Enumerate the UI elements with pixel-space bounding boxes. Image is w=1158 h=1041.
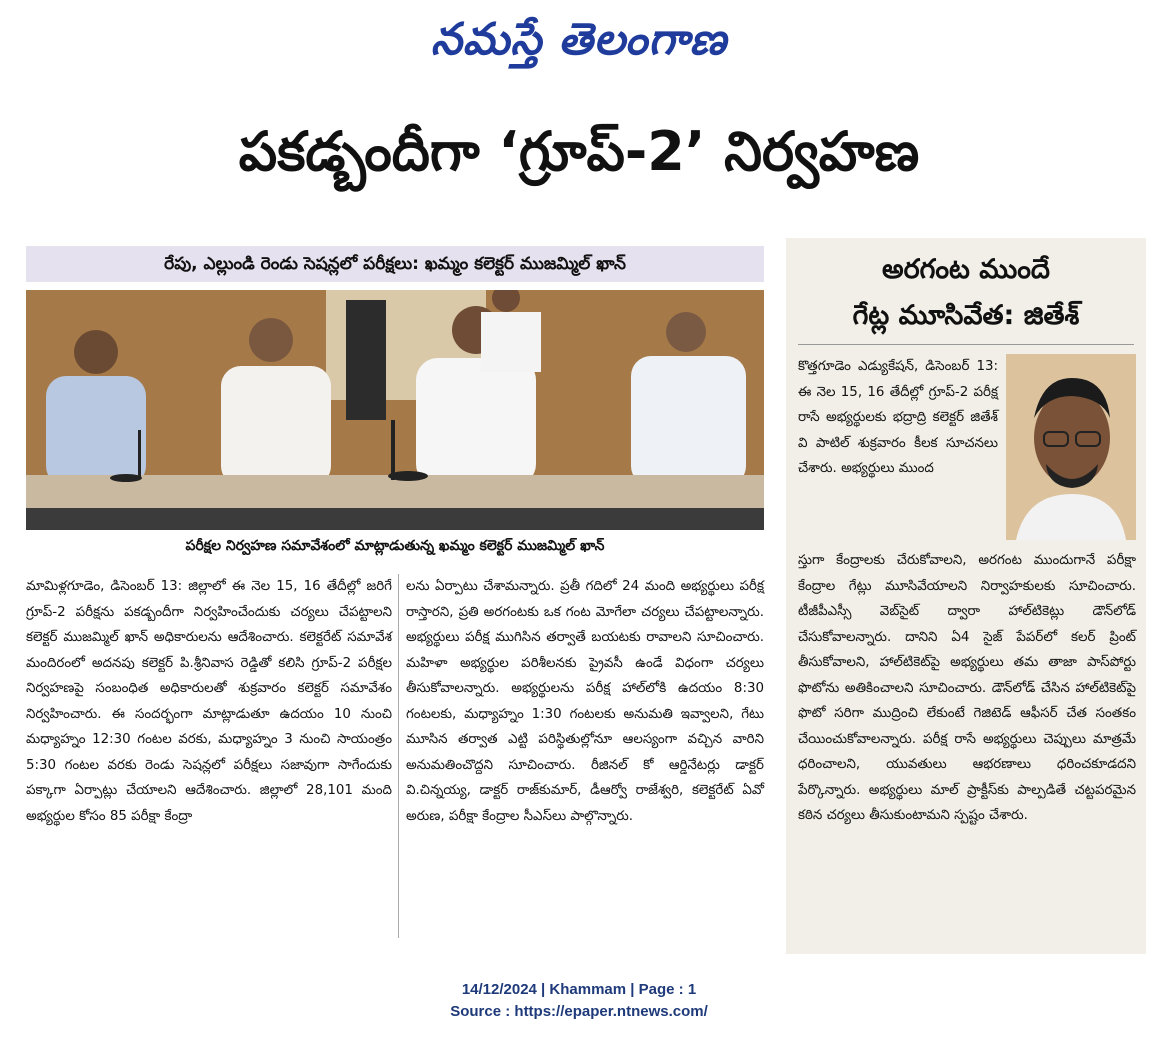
footer-source: Source : https://epaper.ntnews.com/ <box>450 1003 708 1020</box>
sidebar-headline-line2: గేట్ల మూసివేత: జితేశ్ <box>852 300 1080 331</box>
article-column-2: లను ఏర్పాటు చేశామన్నారు. ప్రతీ గదిలో 24 మంది అభ్యర్థులు పరీక్ష రాస్తారని, ప్రతి అరగంటకు ఒక గంట మోగేలా చర్యలు చేపట్టాలన్నారు. అభ్యర్థులు పరీక్ష ముగిసిన తర్వాతే బయటకు రావాలని సూచించారు. మహిళా అభ్యర్థుల పరిశీలనకు ప్రైవసీ ఉండే విధంగా చర్యలు తీసుకోవాలన్నారు. అభ్యర్థులను పరీక్ష హాల్‌లోకి ఉదయం 8:30 గంటలకు, మధ్యాహ్నం 1:30 గంటలకు అనుమతి ఇవ్వాలని, గేటు మూసిన తర్వాత ఎట్టి పరిస్థితుల్లోనూ ఆలస్యంగా వచ్చిన వారిని అనుమతించొద్దని సూచించారు. రీజినల్ కో ఆర్డినేటర్లు డాక్టర్ వి.చిన్నయ్య, డాక్టర్ రాజ్‌కుమార్, డీఆర్వో రాజేశ్వరి, కలెక్టరేట్ ఏవో అరుణ, పరీక్షా కేంద్రాల సీఎస్‌లు పాల్గొన్నారు. <box>406 579 764 824</box>
sidebar-headline-line1: అరగంట ముందే <box>882 254 1050 285</box>
collector-portrait <box>1006 354 1136 540</box>
sidebar-text-bottom: స్తుగా కేంద్రాలకు చేరుకోవాలని, అరగంట ముందుగానే పరీక్షా కేంద్రాల గేట్లు మూసివేయాలని నిర్వాహకులకు సూచించారు. టీజీపీఎస్సీ వెబ్‌సైట్ ద్వారా హాల్‌టికెట్లు డౌన్‌లోడ్ చేసుకోవాలన్నారు. దానిని ఏ4 సైజ్ పేపర్‌లో కలర్ ప్రింట్ తీసుకోవాలని, హాల్‌టికెట్‌పై అభ్యర్థులు తమ తాజా పాస్‌పోర్టు ఫొటోను అతికించాలని సూచించారు. డౌన్‌లోడ్ చేసిన హాల్‌టికెట్‌పై ఫొటో సరిగా ముద్రించి లేకుంటే గెజిటెడ్ ఆఫీసర్ చేత సంతకం చేయించుకోవాలన్నారు. పరీక్ష రాసే అభ్యర్థులు చెప్పులు మాత్రమే ధరించాలని, యువతులు ఆభరణాలు ధరించకూడదని పేర్కొన్నారు. అభ్యర్థులు మాల్ ప్రాక్టీస్‌కు పాల్పడితే చట్టపరమైన కఠిన చర్యలు తీసుకుంటామని స్పష్టం చేశారు. <box>798 553 1136 823</box>
photo-caption: పరీక్షల నిర్వహణ సమావేశంలో మాట్లాడుతున్న ఖమ్మం కలెక్టర్ ముజమ్మిల్ ఖాన్ <box>185 538 605 554</box>
headline: పకడ్బందీగా ‘గ్రూప్-2’ నిర్వహణ <box>238 120 920 183</box>
masthead-logo: నమస్తే తెలంగాణ <box>430 14 728 65</box>
meeting-photo <box>26 290 764 530</box>
footer-date-edition: 14/12/2024 | Khammam | Page : 1 <box>461 981 697 998</box>
article-column-1: మామిళ్లగూడెం, డిసెంబర్ 13: జిల్లాలో ఈ నెల 15, 16 తేదీల్లో జరిగే గ్రూప్-2 పరీక్షను పకడ్బందీగా నిర్వహించేందుకు చర్యలు చేపట్టాలని కలెక్టర్ ముజమ్మిల్ ఖాన్ అధికారులను ఆదేశించారు. కలెక్టరేట్ సమావేశ మందిరంలో అదనపు కలెక్టర్ పి.శ్రీనివాస రెడ్డితో కలిసి గ్రూప్-2 పరీక్షల నిర్వహణపై సంబంధిత అధికారులతో శుక్రవారం కలెక్టర్ సమావేశం నిర్వహించారు. ఈ సందర్భంగా మాట్లాడుతూ ఉదయం 10 నుంచి మధ్యాహ్నం 12:30 గంటల వరకు, మధ్యాహ్నం 3 నుంచి సాయంత్రం 5:30 గంటల వరకు రెండు సెషన్లలో పరీక్షలు సజావుగా సాగేందుకు పక్కాగా ఏర్పాట్లు చేయాలని ఆదేశించారు. జిల్లాలో 28,101 మంది అభ్యర్థుల కోసం 85 పరీక్షా కేంద్రా <box>26 579 392 824</box>
column-divider <box>398 574 399 938</box>
sidebar-text-top: కొత్తగూడెం ఎడ్యుకేషన్, డిసెంబర్ 13: ఈ నెల 15, 16 తేదీల్లో గ్రూప్-2 పరీక్ష రాసే అభ్యర్థులకు భద్రాద్రి కలెక్టర్ జితేశ్ వి పాటిల్ శుక్రవారం కీలక సూచనలు చేశారు. అభ్యర్థులు ముంద <box>798 359 998 476</box>
subheadline: రేపు, ఎల్లుండి రెండు సెషన్లలో పరీక్షలు: ఖమ్మం కలెక్టర్ ముజమ్మిల్ ఖాన్ <box>26 246 764 282</box>
sidebar-rule <box>798 344 1134 345</box>
sidebar-story <box>786 238 1146 954</box>
